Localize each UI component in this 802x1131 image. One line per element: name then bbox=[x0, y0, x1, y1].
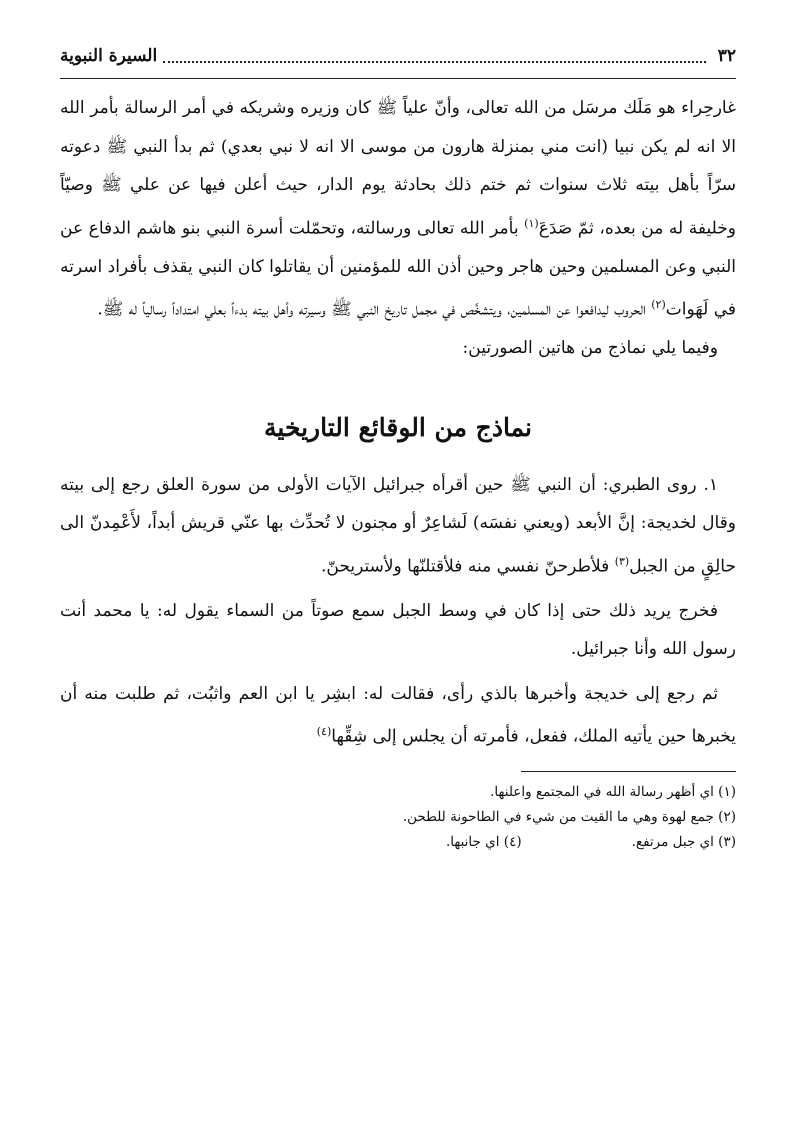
footnote-ref-2: (٢) bbox=[651, 298, 666, 312]
narration-3-text: ثم رجع إلى خديجة وأخبرها بالذي رأى، فقالت له: ابشِر يا ابن العم واثبُت، ثم طلبت منه أن يخبرها حين يأتيه الملك، ففعل، فأمرته أن يجلس إلى شِقِّها bbox=[60, 683, 736, 748]
footnotes bbox=[60, 780, 736, 855]
footnote-ref-4: (٤) bbox=[316, 725, 332, 739]
footnote-ref-3: (٣) bbox=[614, 554, 630, 568]
footnote-3: (٣) اي جبل مرتفع. bbox=[631, 833, 736, 850]
footnote-ref-1: (١) bbox=[524, 216, 539, 230]
narration-1-text-2: فلأطرحنّ نفسي منه فلأقتلنّها ولأستريحنّ. bbox=[321, 556, 615, 577]
footnote-separator bbox=[521, 771, 736, 772]
page-header bbox=[60, 36, 736, 76]
paragraph-transition: وفيما يلي نماذج من هاتين الصورتين: bbox=[462, 338, 718, 359]
page-number: ٣٢ bbox=[717, 46, 736, 66]
book-page bbox=[60, 36, 736, 1096]
paragraph-intro bbox=[60, 89, 736, 329]
paragraph-intro-text-3: الحروب ليدافعوا عن المسلمين، ويتشخَّص في مجمل تاريخ النبي ﷺ وسيرته وأهل بيته بدءاً بعلي امتداداً رسالياً له ﷺ. bbox=[97, 299, 652, 320]
running-title: السيرة النبوية bbox=[60, 46, 158, 66]
paragraph-intro-text-1: غارحِراء هو مَلَك مرسَل من الله تعالى، وأنّ علياً ﷺ كان وزيره وشريكه في أمر الرسالة بأمر الله الا انه لم يكن نبيا (انت مني بمنزلة هارون من موسى الا انه لا نبي بعدي) ثم بدأ النبي ﷺ دعوته سرّاً بأهل بيته ثلاث سنوات ثم ختم ذلك بحادثة يوم الدار، حيث أعلن فيها عن علي ﷺ وصيّاً وخليفة له من بعده، ثمّ صَدَعَ bbox=[60, 98, 736, 239]
footnote-2: (٢) جمع لهوة وهي ما القيت من شيء في الطاحونة للطحن. bbox=[402, 808, 736, 825]
paragraph-narration-2: فخرج يريد ذلك حتى إذا كان في وسط الجبل سمع صوتاً من السماء يقول له: يا محمد أنت رسول الله وأنا جبرائيل. bbox=[60, 600, 736, 660]
narration-1-text-1: ١. روى الطبري: أن النبي ﷺ حين أقرأه جبرائيل الآيات الأولى من سورة العلق رجع إلى بيته وقال لخديجة: إنَّ الأبعد (ويعني نفسَه) لَشاعِرٌ أو مجنون لا تُحدِّث بها عنّي قريش أبداً، لأَعْمِدنّ الى حالِقٍ من الجبل bbox=[60, 474, 736, 577]
header-rule bbox=[60, 78, 736, 79]
footnote-4: (٤) اي جانبها. bbox=[445, 833, 522, 850]
paragraph-narration-1 bbox=[60, 466, 736, 586]
section-title: نماذج من الوقائع التاريخية bbox=[264, 412, 532, 442]
paragraph-narration-3 bbox=[60, 675, 736, 757]
paragraph-intro-text-2: بأمر الله تعالى ورسالته، وتحمّلت أسرة النبي بنو هاشم الدفاع عن النبي وعن المسلمين وحين هاجر وحين أذن الله للمؤمنين أن يقاتلوا كان النبي يقذف بأفراد اسرته في لَهَوات bbox=[60, 218, 736, 320]
dotted-leader bbox=[163, 61, 706, 63]
footnote-1: (١) اي أظهر رسالة الله في المجتمع واعلنها. bbox=[490, 783, 736, 800]
footnote-row-3-4 bbox=[60, 830, 736, 855]
